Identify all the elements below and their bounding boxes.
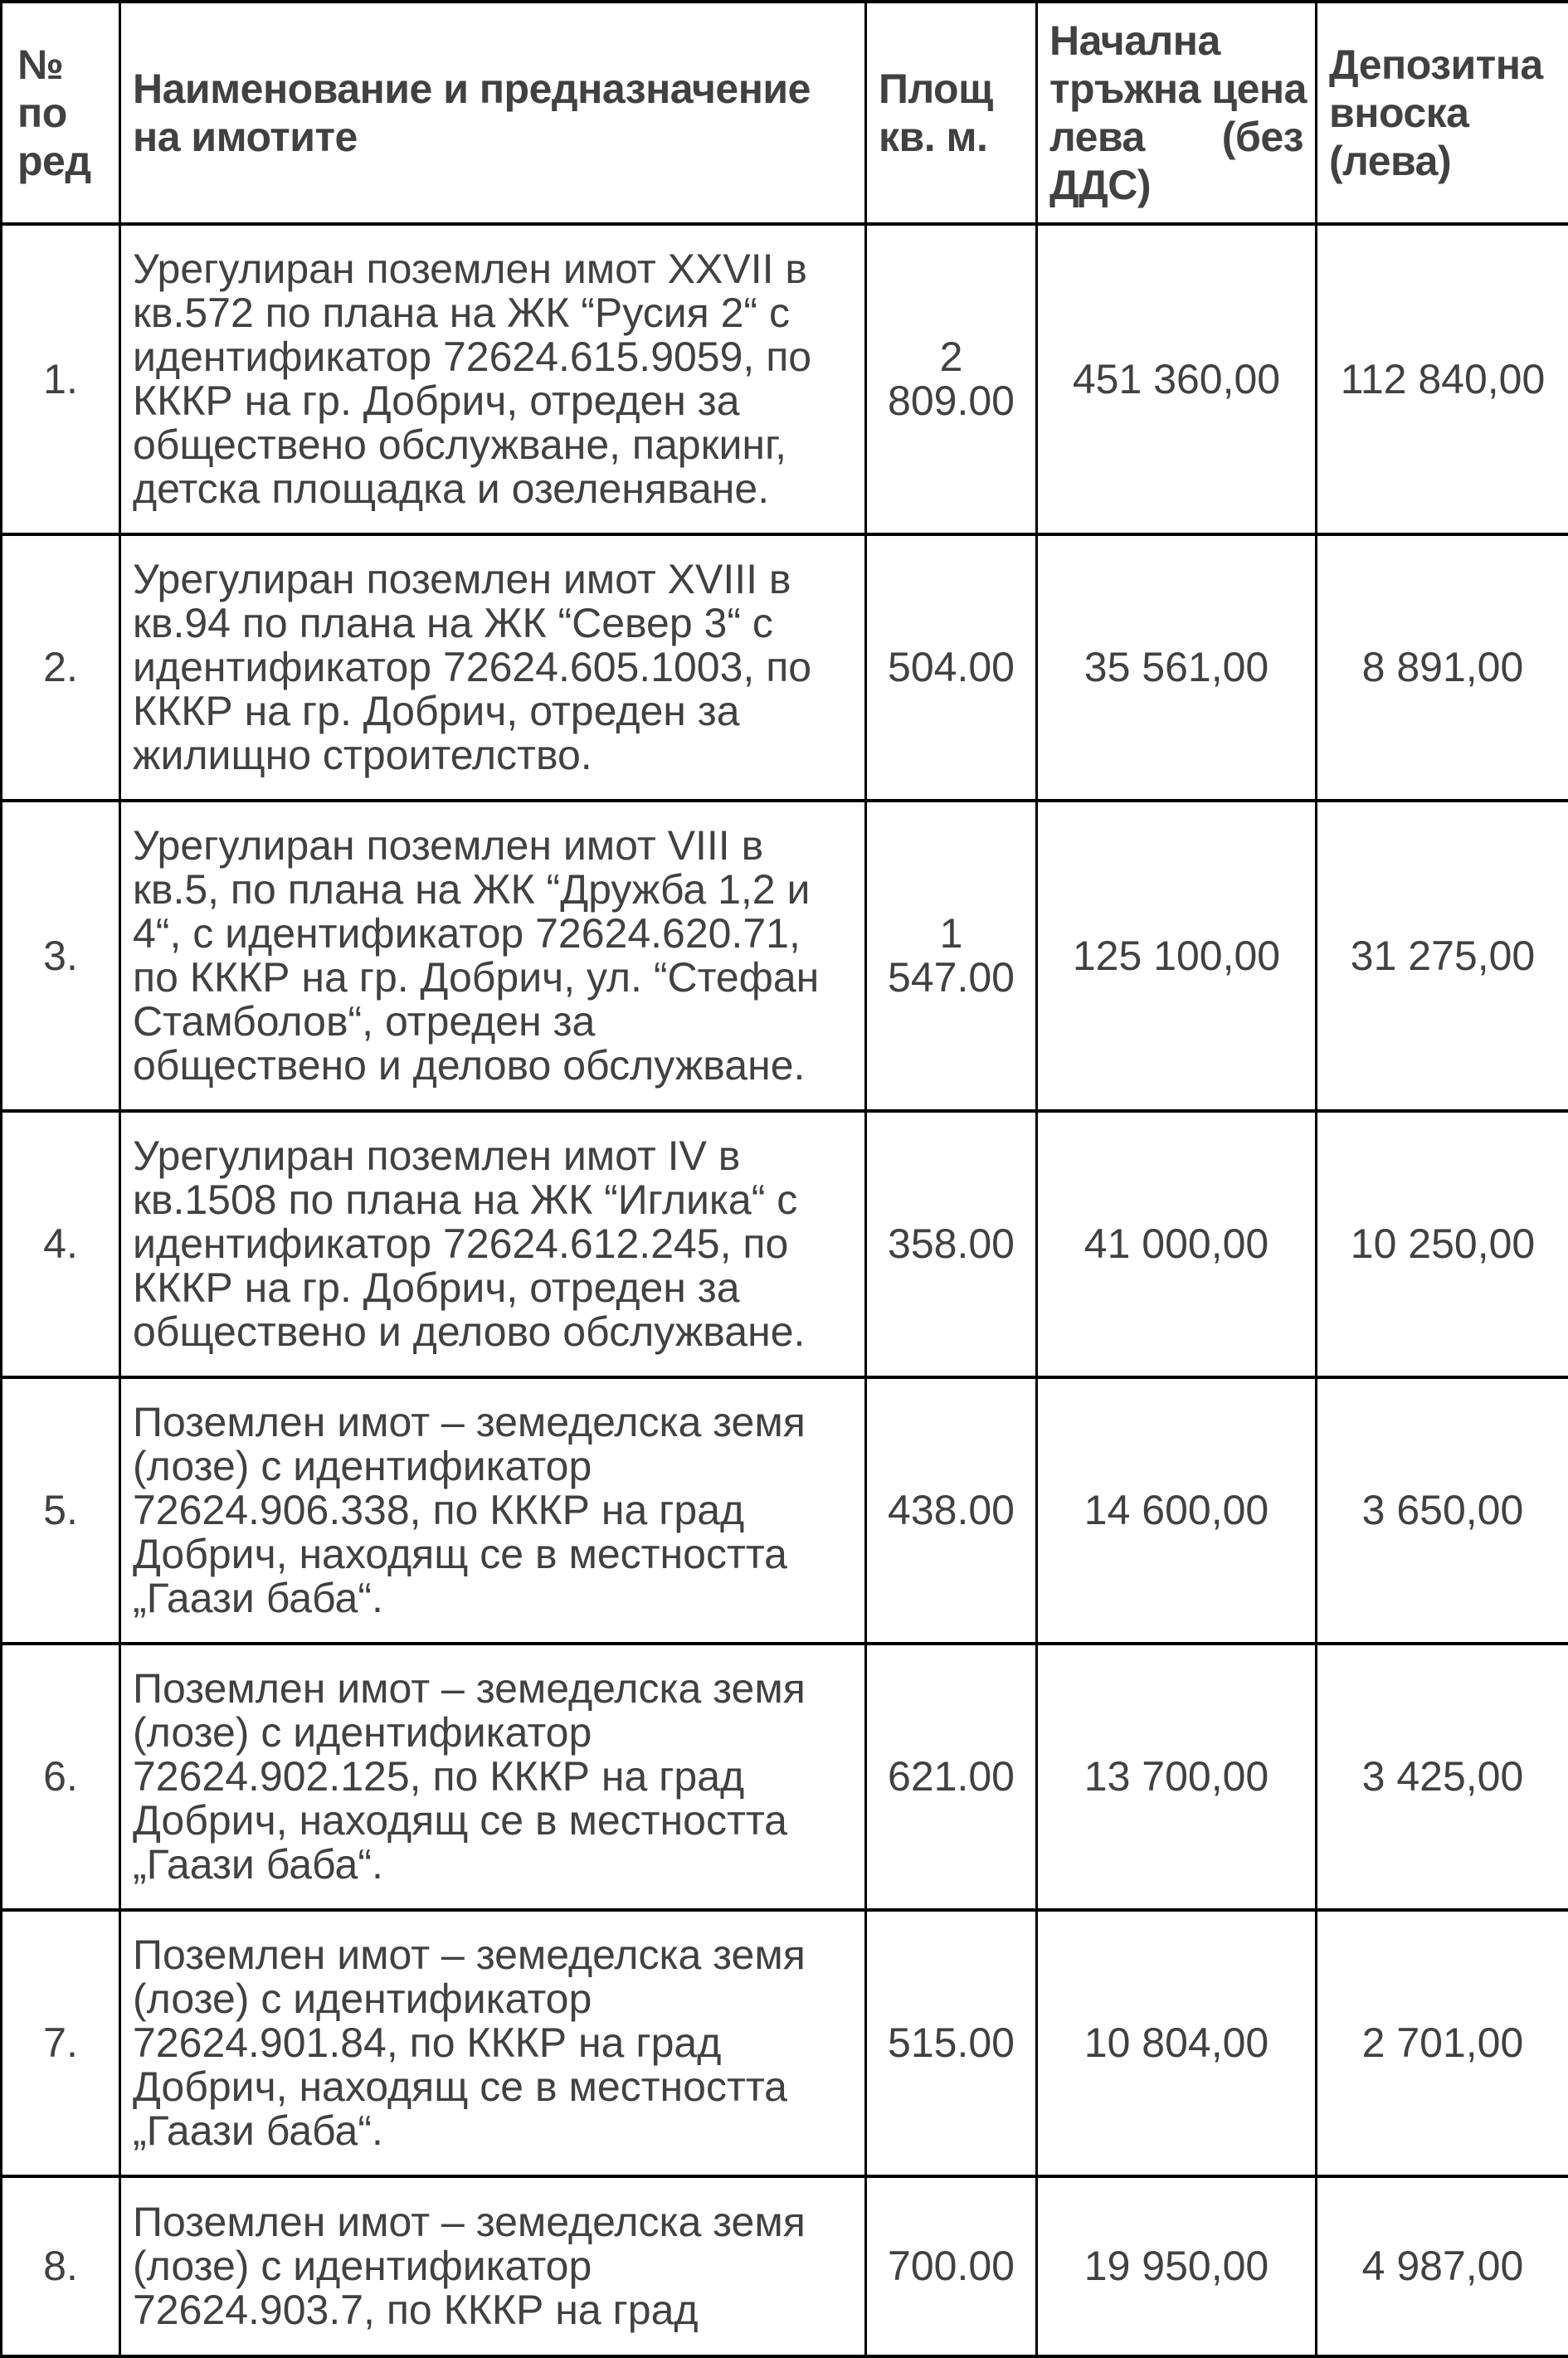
text-line: 8 891,00: [1361, 644, 1524, 690]
text-line: кв.5, по плана на ЖК “Дружба 1,2 и: [133, 866, 811, 913]
starting-price-cell: [1037, 1644, 1317, 1910]
table-row: [2, 1644, 1568, 1910]
starting-price-cell: [1037, 1377, 1317, 1644]
text-line: 6.: [43, 1753, 78, 1800]
text-line: идентификатор 72624.612.245, по: [133, 1220, 789, 1267]
area-cell: [866, 1644, 1037, 1910]
text-line: 19 950,00: [1083, 2243, 1269, 2289]
text-line: вноска: [1329, 90, 1469, 136]
text-line: Урегулиран поземлен имот XVIII в: [133, 556, 791, 602]
text-line: Урегулиран поземлен имот IV в: [133, 1133, 741, 1179]
text-line: 451 360,00: [1072, 355, 1281, 402]
header-col-area: [866, 2, 1037, 224]
deposit-cell: [1317, 1644, 1568, 1910]
header-row: [2, 2, 1568, 224]
text-line: Площ: [879, 66, 993, 112]
text-line: (лозе) с идентификатор: [133, 2243, 592, 2289]
text-line: Поземлен имот – земеделска земя: [133, 1399, 806, 1445]
area-cell: [866, 1377, 1037, 1644]
table-row: [2, 1111, 1568, 1377]
text-line: Наименование и предназначение: [133, 66, 811, 112]
table-header: [2, 2, 1568, 224]
header-col-starting-price: [1037, 2, 1317, 224]
text-line: 72624.901.84, по КККР на град: [133, 2019, 722, 2066]
text-line: по КККР на гр. Добрич, ул. “Стефан: [133, 954, 820, 1001]
text-line: Начална: [1049, 17, 1220, 64]
text-line: 10 250,00: [1350, 1220, 1536, 1267]
text-line: КККР на гр. Добрич, отреден за: [133, 378, 740, 424]
text-line: „Гаази баба“.: [133, 2107, 383, 2154]
property-description-cell: [120, 1111, 866, 1377]
area-cell: [866, 1910, 1037, 2176]
area-cell: [866, 801, 1037, 1111]
text-line: Поземлен имот – земеделска земя: [133, 1665, 806, 1712]
text-line: 700.00: [888, 2243, 1015, 2289]
text-line: 358.00: [888, 1220, 1015, 1267]
header-col-row-number: [2, 2, 120, 224]
table-row: [2, 801, 1568, 1111]
text-line: детска площадка и озеленяване.: [133, 465, 770, 512]
text-line: 72624.902.125, по КККР на град: [133, 1753, 745, 1800]
deposit-cell: [1317, 801, 1568, 1111]
text-line: 72624.906.338, по КККР на град: [133, 1487, 745, 1533]
text-line: 547.00: [888, 954, 1015, 1001]
starting-price-cell: [1037, 801, 1317, 1111]
row-number-cell: [2, 1644, 120, 1910]
text-line: 10 804,00: [1083, 2019, 1269, 2066]
starting-price-cell: [1037, 1910, 1317, 2176]
starting-price-cell: [1037, 534, 1317, 801]
text-line: 809.00: [888, 378, 1015, 424]
text-line: КККР на гр. Добрич, отреден за: [133, 688, 740, 734]
text-segment: лева: [1049, 114, 1145, 160]
property-description-cell: [120, 1644, 866, 1910]
header-col-deposit: [1317, 2, 1568, 224]
text-line: 41 000,00: [1083, 1220, 1269, 1267]
text-line: ДДС): [1049, 162, 1151, 208]
table-row: [2, 1377, 1568, 1644]
text-line: 2: [939, 334, 963, 380]
text-line: „Гаази баба“.: [133, 1841, 383, 1888]
text-line: 4.: [43, 1220, 78, 1267]
area-cell: [866, 2176, 1037, 2356]
property-description-cell: [120, 2176, 866, 2356]
text-line: идентификатор 72624.615.9059, по: [133, 334, 812, 380]
text-line: кв.1508 по плана на ЖК “Иглика“ с: [133, 1177, 798, 1223]
text-line: 2.: [43, 644, 78, 690]
text-line: 13 700,00: [1083, 1753, 1269, 1800]
text-line: Стамболов“, отреден за: [133, 998, 596, 1045]
text-line: (лозе) с идентификатор: [133, 1443, 592, 1489]
area-cell: [866, 534, 1037, 801]
property-description-cell: [120, 801, 866, 1111]
text-line: 8.: [43, 2243, 78, 2289]
starting-price-cell: [1037, 2176, 1317, 2356]
header-col-name-purpose: [120, 2, 866, 224]
text-line: 72624.903.7, по КККР на град: [133, 2287, 699, 2333]
table-row: [2, 534, 1568, 801]
text-line: 14 600,00: [1083, 1487, 1269, 1533]
text-line: на имотите: [133, 114, 358, 160]
text-line: 438.00: [888, 1487, 1015, 1533]
row-number-cell: [2, 801, 120, 1111]
starting-price-cell: [1037, 224, 1317, 534]
table-row: [2, 1910, 1568, 2176]
text-line: Добрич, находящ се в местността: [133, 1797, 787, 1844]
text-line: 621.00: [888, 1753, 1015, 1800]
property-description-cell: [120, 534, 866, 801]
text-line: 31 275,00: [1350, 932, 1536, 979]
text-line: (лозе) с идентификатор: [133, 1709, 592, 1756]
text-line: №: [17, 41, 64, 88]
text-line: 112 840,00: [1340, 355, 1546, 402]
text-line: Урегулиран поземлен имот XXVII в: [133, 246, 807, 292]
deposit-cell: [1317, 1111, 1568, 1377]
text-line: Депозитна: [1329, 41, 1543, 88]
row-number-cell: [2, 1910, 120, 2176]
property-description-cell: [120, 1910, 866, 2176]
area-cell: [866, 224, 1037, 534]
text-line: 504.00: [888, 644, 1015, 690]
text-line: [1049, 113, 1303, 161]
area-cell: [866, 1111, 1037, 1377]
text-segment: (без: [1221, 114, 1303, 160]
text-line: тръжна цена: [1049, 66, 1307, 112]
row-number-cell: [2, 2176, 120, 2356]
deposit-cell: [1317, 534, 1568, 801]
text-line: 2 701,00: [1361, 2019, 1524, 2066]
text-line: 515.00: [888, 2019, 1015, 2066]
text-line: 3.: [43, 932, 78, 979]
table-row: [2, 224, 1568, 534]
text-line: Урегулиран поземлен имот VIII в: [133, 822, 764, 869]
text-line: обществено и делово обслужване.: [133, 1042, 806, 1089]
text-line: идентификатор 72624.605.1003, по: [133, 644, 812, 690]
text-line: 1.: [43, 355, 78, 402]
table-row: [2, 2176, 1568, 2356]
text-line: кв. м.: [879, 114, 988, 160]
deposit-cell: [1317, 224, 1568, 534]
text-line: Добрич, находящ се в местността: [133, 1531, 787, 1577]
text-line: 125 100,00: [1072, 932, 1281, 979]
property-description-cell: [120, 1377, 866, 1644]
text-line: Добрич, находящ се в местността: [133, 2063, 787, 2110]
text-line: „Гаази баба“.: [133, 1575, 383, 1621]
text-line: кв.94 по плана на ЖК “Север 3“ с: [133, 600, 773, 646]
text-line: ред: [17, 138, 91, 184]
row-number-cell: [2, 534, 120, 801]
deposit-cell: [1317, 2176, 1568, 2356]
deposit-cell: [1317, 1910, 1568, 2176]
property-description-cell: [120, 224, 866, 534]
text-line: КККР на гр. Добрич, отреден за: [133, 1264, 740, 1311]
text-line: 5.: [43, 1487, 78, 1533]
row-number-cell: [2, 1377, 120, 1644]
deposit-cell: [1317, 1377, 1568, 1644]
table-body: [2, 224, 1568, 2356]
text-line: 35 561,00: [1083, 644, 1269, 690]
text-line: кв.572 по плана на ЖК “Русия 2“ с: [133, 290, 790, 336]
text-line: 3 425,00: [1361, 1753, 1524, 1800]
text-line: 4“, с идентификатор 72624.620.71,: [133, 910, 801, 957]
text-line: жилищно строителство.: [133, 732, 592, 778]
text-line: обществено обслужване, паркинг,: [133, 421, 787, 468]
text-line: (лева): [1329, 138, 1452, 184]
text-line: по: [17, 90, 67, 136]
text-line: обществено и делово обслужване.: [133, 1308, 806, 1355]
text-line: 1: [939, 910, 963, 957]
row-number-cell: [2, 224, 120, 534]
text-line: 3 650,00: [1361, 1487, 1524, 1533]
text-line: 7.: [43, 2019, 78, 2066]
text-line: Поземлен имот – земеделска земя: [133, 1932, 806, 1978]
text-line: Поземлен имот – земеделска земя: [133, 2199, 806, 2245]
text-line: (лозе) с идентификатор: [133, 1976, 592, 2022]
text-line: 4 987,00: [1361, 2243, 1524, 2289]
row-number-cell: [2, 1111, 120, 1377]
starting-price-cell: [1037, 1111, 1317, 1377]
